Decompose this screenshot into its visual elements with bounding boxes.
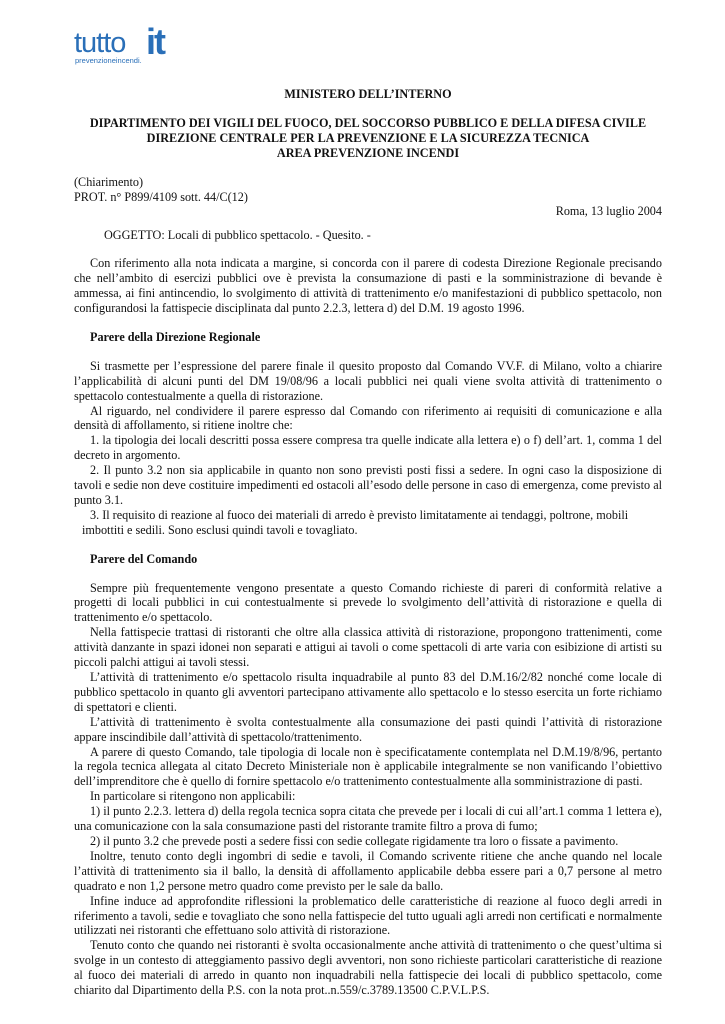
document-body — [74, 83, 662, 998]
command-paragraph-4: L’attività di trattenimento è svolta contestualmente alla consumazione dei pasti quindi l’attività di ristorazione appare inscindibile dall’attività di spettacolo/trattenimento. — [74, 714, 662, 744]
regional-paragraph-1: Si trasmette per l’espressione del parere finale il quesito proposto dal Comando VV.F. di Milano, volto a chiarire l’applicabilità di alcuni punti del DM 19/08/96 a locali pubblici nei quali viene svolta attività di trattenimento o spettacolo contestualmente a quella di ristorazione. — [74, 358, 662, 403]
section-title-regional: Parere della Direzione Regionale — [90, 329, 261, 344]
command-paragraph-1: Sempre più frequentemente vengono presentate a questo Comando richieste di pareri di conformità relative a progetti di locali pubblici in cui contestualmente si prevede lo svolgimento dell’attività di ristorazione e quella di trattenimento e/o spettacolo. — [74, 580, 662, 625]
command-paragraph-5: A parere di questo Comando, tale tipologia di locale non è specificatamente contemplata nel D.M.19/8/96, pertanto la regola tecnica allegata al citato Decreto Ministeriale non è applicabile integralmente se non vanificando l’obiettivo dell’imprenditore che è quello di fornire spettacolo e/o trattenimento contestualmente alla somministrazione di pasti. — [74, 744, 662, 789]
section-title-command: Parere del Comando — [90, 551, 198, 566]
regional-item-3-cont: imbottiti e sedili. Sono esclusi quindi tavoli e tovagliato. — [82, 522, 358, 537]
directorate-heading: DIREZIONE CENTRALE PER LA PREVENZIONE E LA SICUREZZA TECNICA — [146, 130, 590, 145]
logo-word: tutto — [74, 27, 126, 59]
document-type: (Chiarimento) — [74, 174, 144, 189]
regional-item-1: 1. la tipologia dei locali descritti possa essere compresa tra quelle indicate alla lettera e) o f) dell’art. 1, comma 1 del decreto in argomento. — [74, 433, 662, 463]
command-paragraph-9: Tenuto conto che quando nei ristoranti è svolta occasionalmente anche attività di trattenimento o che quest’ultima si svolge in un contesto di atteggiamento passivo degli avventori, non sono richieste particolari caratteristiche di reazione al fuoco dei materiali di arredo in quanto non inquadrabili nella fattispecie dei locali di pubblico spettacolo, come chiarito dal Dipartimento della P.S. con la nota prot..n.559/c.3789.13500 C.P.V.L.P.S. — [74, 938, 662, 998]
logo-it: it — [146, 21, 164, 62]
area-heading: AREA PREVENZIONE INCENDI — [276, 145, 460, 160]
subject-line: OGGETTO: Locali di pubblico spettacolo. - Quesito. - — [104, 228, 371, 243]
tuttoit-logo — [74, 21, 184, 66]
logo-subtitle: prevenzioneincendi. — [75, 56, 142, 65]
command-paragraph-3: L’attività di trattenimento e/o spettacolo risulta inquadrabile al punto 83 del D.M.16/2/82 nonché come locale di pubblico spettacolo in quanto gli avventori partecipano attivamente allo spettacolo e lo stesso esercita un forte richiamo di spettatori e clienti. — [74, 670, 662, 714]
command-paragraph-7: Inoltre, tenuto conto degli ingombri di sedie e tavoli, il Comando scrivente ritiene che anche quando nel locale l’attività di trattenimento sia il ballo, la densità di affollamento applicabile debba essere pari a 0,7 persone al metro quadrato e non 1,2 persone metro quadro come previsto per le sale da ballo. — [74, 848, 662, 893]
regional-item-3: 3. Il requisito di reazione al fuoco dei materiali di arredo è previsto limitatamente ai tendaggi, poltrone, mobili — [90, 507, 629, 522]
document-date: Roma, 13 luglio 2004 — [555, 204, 662, 219]
intro-paragraph: Con riferimento alla nota indicata a margine, si concorda con il parere di codesta Direzione Regionale precisando che nell’ambito di esercizi pubblici ove è prevista la consumazione di pasti e la somministrazione di bevande è ammessa, ai fini antincendio, lo svolgimento di attività di trattenimento e/o manifestazioni di pubblico spettacolo, non configurandosi la fattispecie disciplinata dal punto 2.2.3, lettera d) del D.M. 19 agosto 1996. — [74, 256, 662, 315]
command-list-item-2: 2) il punto 3.2 che prevede posti a sedere fissi con sedie collegate rigidamente tra loro o fissate a pavimento. — [90, 833, 619, 848]
command-list-item-1: 1) il punto 2.2.3. lettera d) della regola tecnica sopra citata che prevede per i locali di cui all’art.1 comma 1 lettera e), una comunicazione con la sala consumazione pasti del ristorante tramite filtro a prova di fumo; — [74, 804, 662, 834]
command-paragraph-2: Nella fattispecie trattasi di ristoranti che oltre alla classica attività di ristorazione, propongono trattenimenti, come attività danzante in spazi idonei non separati e attigui ai tavoli o come spettacoli di arte varia con esibizione di artisti su piccoli palchi attigui ai tavoli stessi. — [74, 625, 662, 670]
command-paragraph-6: In particolare si ritengono non applicabili: — [90, 789, 296, 804]
command-paragraph-8: Infine induce ad approfondite riflessioni la problematico delle caratteristiche di reazione al fuoco degli arredi in riferimento a tavoli, sedie e tovagliato che sono nella fattispecie del tutto uguali agli arredi non certificati e normalmente utilizzati nei ristoranti che effettuano solo attività di ristorazione. — [74, 893, 662, 938]
ministry-heading: MINISTERO DELL’INTERNO — [284, 87, 452, 101]
regional-paragraph-2: Al riguardo, nel condividere il parere espresso dal Comando con riferimento ai requisiti di comunicazione e alla densità di affollamento, si ritiene inoltre che: — [74, 403, 662, 433]
protocol-number: PROT. n° P899/4109 sott. 44/C(12) — [74, 189, 248, 204]
regional-item-2: 2. Il punto 3.2 non sia applicabile in quanto non sono previsti posti fissi a sedere. In ogni caso la disposizione di tavoli e sedie non deve costituire impedimenti ed ostacoli all’esodo delle persone in caso di emergenza, come previsto al punto 3.1. — [74, 463, 662, 507]
department-heading: DIPARTIMENTO DEI VIGILI DEL FUOCO, DEL SOCCORSO PUBBLICO E DELLA DIFESA CIVILE — [89, 115, 647, 130]
